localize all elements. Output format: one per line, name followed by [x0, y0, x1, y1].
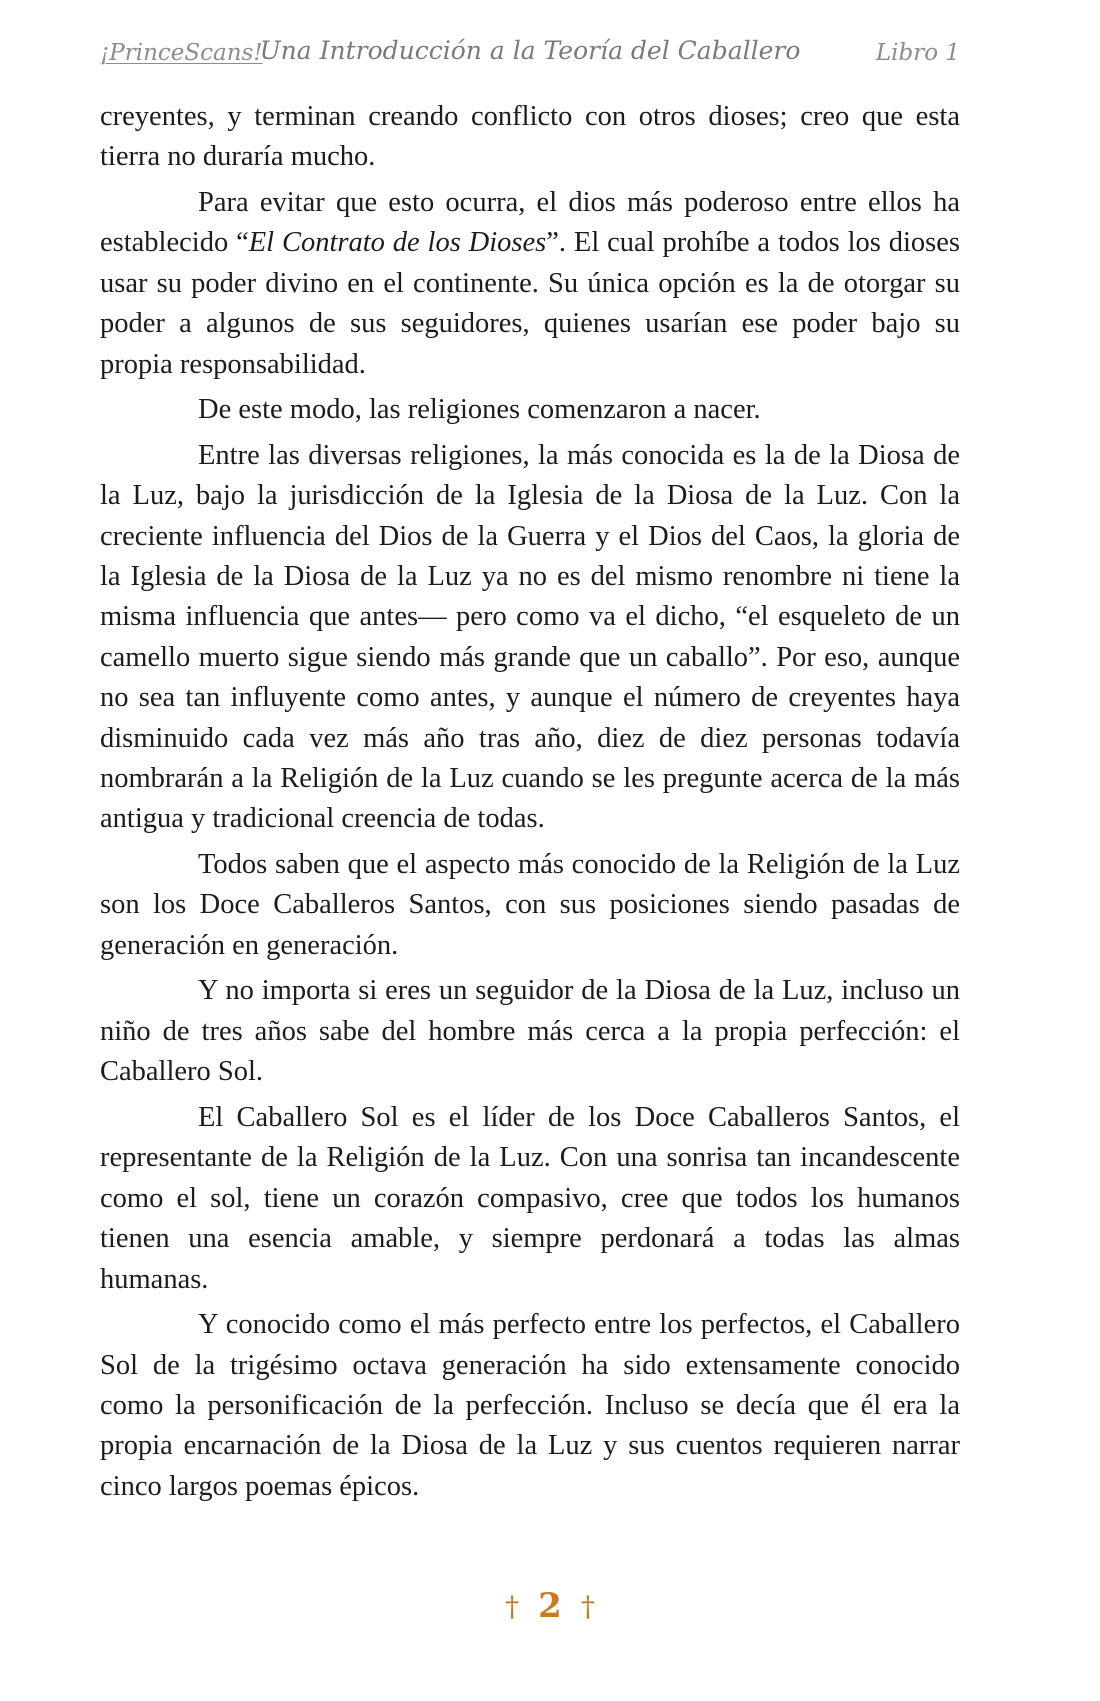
paragraph-continued: creyentes, y terminan creando conflicto con otros dioses; creo que esta tierra no duraría mucho. — [100, 101, 960, 173]
paragraph-text: ”. El cual prohíbe a todos los dioses usar su poder divino en el continente. Su única opción es la de otorgar su poder a algunos de sus seguidores, quienes usarían ese poder bajo su propia responsabilidad. — [100, 227, 960, 380]
page-header — [100, 36, 960, 76]
paragraph: El Caballero Sol es el líder de los Doce Caballeros Santos, el representante de la Religión de la Luz. Con una sonrisa tan incandescente como el sol, tiene un corazón compasivo, cree que todos los humanos tienen una esencia amable, y siempre perdonará a todas las almas humanas. — [100, 1101, 960, 1295]
scanlation-group-name: ¡PrinceScans! — [100, 40, 263, 66]
volume-label: Libro 1 — [875, 40, 960, 66]
dagger-icon: † — [505, 1589, 520, 1623]
page-footer — [0, 1586, 1100, 1626]
paragraph-text: Para evitar que esto ocurra, el dios más poderoso entre ellos ha establecido “ — [100, 187, 960, 259]
dagger-icon: † — [580, 1589, 595, 1623]
paragraph: De este modo, las religiones comenzaron a nacer. — [198, 394, 761, 426]
contract-title-emphasis: El Contrato de los Dioses — [248, 227, 547, 259]
paragraph: Y conocido como el más perfecto entre los perfectos, el Caballero Sol de la trigésimo octava generación ha sido extensamente conocido como la personificación de la perfección. Incluso se decía que él era la propia encarnación de la Diosa de la Luz y sus cuentos requieren narrar cinco largos poemas épicos. — [100, 1309, 960, 1502]
book-title: Una Introducción a la Teoría del Caballero — [259, 36, 801, 65]
paragraph-contract — [100, 183, 960, 385]
page-number: 2 — [538, 1586, 562, 1626]
page-body — [100, 97, 960, 1512]
paragraph: Todos saben que el aspecto más conocido de la Religión de la Luz son los Doce Caballeros Santos, con sus posiciones siendo pasadas de generación en generación. — [100, 849, 960, 961]
paragraph: Entre las diversas religiones, la más conocida es la de la Diosa de la Luz, bajo la jurisdicción de la Iglesia de la Diosa de la Luz. Con la creciente influencia del Dios de la Guerra y el Dios del Caos, la gloria de la Iglesia de la Diosa de la Luz ya no es del mismo renombre ni tiene la misma influencia que antes— pero como va el dicho, “el esqueleto de un camello muerto sigue siendo más grande que un caballo”. Por eso, aunque no sea tan influyente como antes, y aunque el número de creyentes haya disminuido cada vez más año tras año, diez de diez personas todavía nombrarán a la Religión de la Luz cuando se les pregunte acerca de la más antigua y tradicional creencia de todas. — [100, 439, 960, 835]
paragraph: Y no importa si eres un seguidor de la Diosa de la Luz, incluso un niño de tres años sabe del hombre más cerca a la propia perfección: el Caballero Sol. — [100, 975, 960, 1088]
